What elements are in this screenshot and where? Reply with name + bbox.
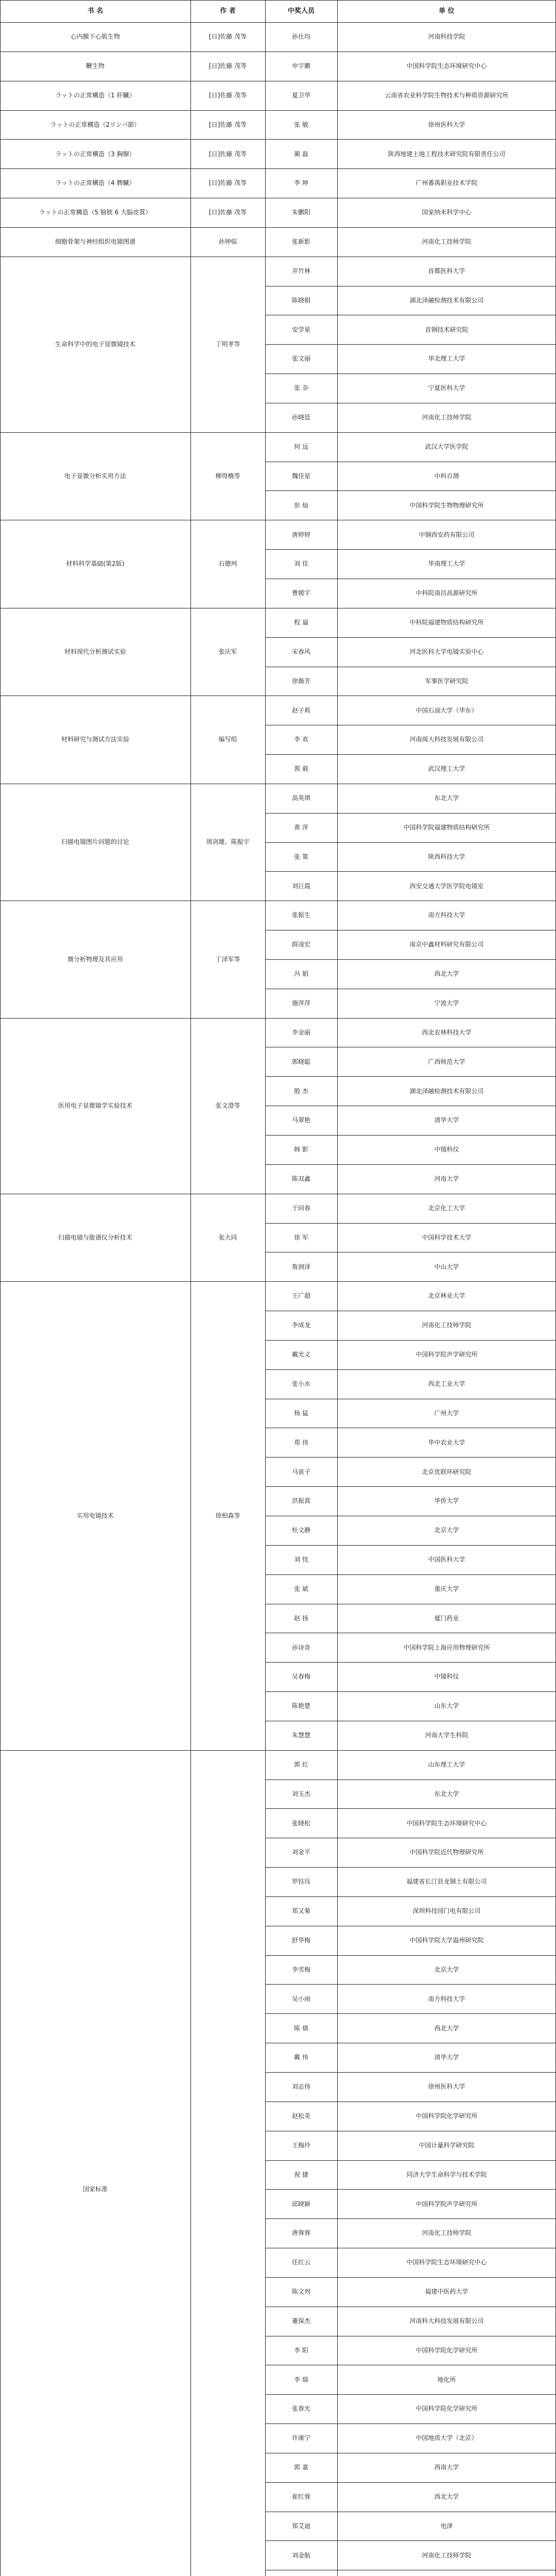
- book-title: 扫描电镜与能谱仪分析技术: [58, 1233, 132, 1241]
- book-title: ラットの正常構造（3 胸腺）: [55, 150, 135, 158]
- winner-name: 蔺 磊: [294, 150, 308, 158]
- book-title: 医用电子显微镜学实验技术: [58, 1101, 132, 1109]
- row-divider: [265, 1135, 556, 1136]
- winner-unit: 中山大学: [434, 1263, 459, 1270]
- winner-unit: 河南大学: [434, 1175, 459, 1183]
- book-title: 微分析物理及其应用: [67, 955, 123, 963]
- winner-unit: 中国地质大学（北京）: [415, 2434, 478, 2442]
- winner-name: 宋春风: [291, 648, 310, 655]
- winner-name: 冯 娟: [294, 970, 308, 978]
- winner-unit: 同济大学生命科学与技术学院: [406, 2171, 487, 2178]
- row-divider: [0, 0, 556, 1]
- winner-unit: 中国科学院生物物理研究所: [409, 501, 484, 509]
- winner-name: 曹媛宇: [291, 589, 310, 597]
- winner-unit: 国家纳米科学中心: [422, 209, 472, 216]
- winner-name: 朱鹏阳: [291, 209, 310, 216]
- winner-unit: 中国科学院生态环境研究中心: [406, 1819, 487, 1827]
- winner-name: 孙诗奇: [291, 1643, 310, 1651]
- winner-name: 赵子莉: [291, 706, 310, 714]
- winner-name: 崔红蓉: [291, 2493, 310, 2500]
- winner-name: 洪振真: [291, 1497, 310, 1505]
- winner-unit: 北京大学: [434, 1965, 459, 1973]
- row-divider: [265, 1457, 556, 1458]
- winner-unit: 西北大学: [434, 2493, 459, 2500]
- book-author: 孙钟临: [218, 238, 237, 246]
- row-divider: [265, 2160, 556, 2161]
- row-divider: [265, 1164, 556, 1165]
- winner-unit: 中镜科仪: [434, 1146, 459, 1154]
- row-divider: [265, 813, 556, 814]
- book-title: 鞭生物: [85, 62, 105, 70]
- winner-name: 李 欢: [294, 736, 308, 743]
- book-author: 柳得橹等: [215, 472, 240, 480]
- winner-unit: 清华大学: [434, 1116, 459, 1124]
- winner-unit: 徐州医科大学: [428, 121, 465, 128]
- winner-name: 李金丽: [291, 1028, 310, 1036]
- book-author: 丁明孝等: [215, 341, 240, 348]
- header-unit: 单 位: [439, 7, 455, 15]
- winner-name: 张振生: [291, 911, 310, 919]
- winner-name: 陈双鑫: [291, 1175, 310, 1183]
- winner-name: 韩 影: [294, 1146, 308, 1154]
- winner-unit: [337, 2570, 556, 2576]
- winner-unit: 南方科技大学: [428, 911, 465, 919]
- book-title: 细胞骨架与神经组织电镜图谱: [55, 238, 135, 246]
- winner-name: 吴小雨: [291, 1995, 310, 2003]
- winner-unit: 广西师范大学: [428, 1058, 465, 1065]
- winner-name: 刘志伟: [291, 2083, 310, 2091]
- winner-name: 徐薇芳: [291, 677, 310, 685]
- winner-unit: 武汉理工大学: [428, 765, 465, 773]
- winner-name: 朱慧慧: [291, 1732, 310, 1739]
- winner-name: 王梅玲: [291, 2141, 310, 2149]
- book-title: ラットの正常構造（4 脾臓）: [55, 179, 135, 187]
- winner-name: 殷 杰: [294, 1087, 308, 1095]
- winner-name: 薛凌宏: [291, 941, 310, 948]
- winner-name: 戴 伟: [294, 2054, 308, 2061]
- book-author: [190, 1750, 265, 2576]
- winner-name: 张 策: [294, 853, 308, 860]
- winner-unit: 中国科学院近代物理研究所: [409, 1849, 484, 1856]
- row-divider: [265, 2189, 556, 2190]
- winner-name: 彭 灿: [294, 501, 308, 509]
- winner-unit: 华中农业大学: [428, 1438, 465, 1446]
- winner-unit: 河南化工技师学院: [422, 1321, 472, 1329]
- winner-unit: 中钢西安药有限公司: [419, 531, 475, 538]
- winner-name: 戴光义: [291, 1351, 310, 1359]
- winner-unit: 中科院南昌高源研究所: [415, 589, 478, 597]
- winner-name: 郭 毅: [294, 765, 308, 773]
- winner-unit: 西安交通大学医学院电镜室: [409, 882, 484, 890]
- winner-unit: 河南科大科技发展有限公司: [409, 2317, 484, 2325]
- winner-unit: 深圳科技园门电有限公司: [412, 1907, 481, 1915]
- header-winner: 中奖人员: [287, 7, 315, 15]
- book-author: 张文澄等: [215, 1101, 240, 1109]
- winner-unit: 东北大学: [434, 794, 459, 802]
- winner-name: 高英琪: [291, 794, 310, 802]
- winner-unit: 地化所: [437, 2376, 456, 2383]
- winner-unit: 北京优联环研究院: [422, 1468, 472, 1476]
- winner-name: 罗钰珏: [291, 1878, 310, 1886]
- book-author: 编写组: [218, 736, 237, 743]
- header-book: 书 名: [87, 7, 103, 15]
- winner-unit: 广州番禺职业技术学院: [415, 179, 478, 187]
- winner-name: 唐婷婷: [291, 531, 310, 538]
- book-title: 扫描电镜图片问题的讨论: [61, 838, 129, 846]
- winner-unit: 河北医科大学电镜实验中心: [409, 648, 484, 655]
- winner-unit: 河南科技学院: [428, 33, 465, 41]
- winner-unit: 中国计量科学研究院: [419, 2141, 475, 2149]
- book-title: 生命科学中的电子显微镜技术: [55, 341, 135, 348]
- winner-unit: 山东理工大学: [428, 1760, 465, 1768]
- winner-unit: 厦门药业: [434, 1614, 459, 1622]
- winner-unit: 河南化工技师学院: [422, 414, 472, 421]
- winner-name: 张晓松: [291, 1819, 310, 1827]
- winner-unit: 陕西科技大学: [428, 853, 465, 860]
- row-divider: [265, 2482, 556, 2483]
- winner-unit: 中科院福建物质结构研究所: [409, 619, 484, 626]
- winner-unit: 广州大学: [434, 1409, 459, 1417]
- winner-unit: 中国科学院声学研究所: [415, 2200, 478, 2208]
- winner-name: 任红云: [291, 2259, 310, 2266]
- book-title: ラットの正常構造（5 膀胱 6 大脳皮質）: [39, 209, 152, 216]
- winner-name: 陈晓娟: [291, 296, 310, 304]
- winner-unit: 湖北泽融检测技术有限公司: [409, 1087, 484, 1095]
- winner-name: 李 瑞: [294, 2376, 308, 2383]
- winner-name: 程 逼: [294, 619, 308, 626]
- winner-name: 李成龙: [291, 1321, 310, 1329]
- winner-unit: 中国科学院声学研究所: [415, 1351, 478, 1359]
- book-author: [日]佐藤 茂等: [208, 179, 247, 187]
- row-divider: [265, 1574, 556, 1575]
- winner-name: 张春光: [291, 2405, 310, 2413]
- row-divider: [265, 1545, 556, 1546]
- winner-unit: 中镜科仪: [434, 1673, 459, 1681]
- row-divider: [265, 2218, 556, 2219]
- row-divider: [265, 1369, 556, 1370]
- winner-unit: 中国科学院上海应用物理研究所: [403, 1643, 490, 1651]
- winner-name: 李 阳: [294, 2346, 308, 2354]
- winner-name: 许康宁: [291, 2434, 310, 2442]
- winner-unit: 北京大学: [434, 1527, 459, 1534]
- book-title: 电子显微分析实用方法: [64, 472, 126, 480]
- row-divider: [265, 2013, 556, 2014]
- winner-name: 李雪梅: [291, 1965, 310, 1973]
- winner-name: 陈文列: [291, 2288, 310, 2296]
- book-title: ラットの正常構造（2リンパ節）: [50, 121, 141, 128]
- row-divider: [265, 2277, 556, 2278]
- winner-unit: 中国科学院福建物质结构研究所: [403, 823, 490, 831]
- book-author: 周剑雄、陈振宇: [206, 838, 250, 846]
- row-divider: [265, 2072, 556, 2073]
- winner-name: 孙晓廷: [291, 414, 310, 421]
- book-title: ラットの正常構造（1 肝臓）: [55, 91, 135, 99]
- book-author: [日]佐藤 茂等: [208, 33, 247, 41]
- winner-unit: 南京中鑫材料研究有限公司: [409, 941, 484, 948]
- winner-name: 刘 忱: [294, 1556, 308, 1564]
- winner-unit: 云南省农业科学院生物技术与种质资源研究所: [385, 91, 509, 99]
- winner-name: 李 坤: [294, 179, 308, 187]
- winner-unit: 中国石油大学（华东）: [415, 706, 478, 714]
- row-divider: [265, 2540, 556, 2541]
- winner-unit: 湖北泽融检测技术有限公司: [409, 296, 484, 304]
- book-title: 材料研究与测试方法实验: [61, 736, 129, 743]
- winner-unit: 首钢技术研究院: [425, 326, 468, 333]
- winner-name: 徐 军: [294, 1233, 308, 1241]
- winner-unit: 南方科技大学: [428, 1995, 465, 2003]
- winner-name: 赵 扬: [294, 1614, 308, 1622]
- winner-name: 何 远: [294, 443, 308, 451]
- row-divider: [265, 1896, 556, 1897]
- winner-unit: 西北农林科技大学: [422, 1028, 472, 1036]
- winner-name: 刘金平: [291, 1849, 310, 1856]
- winner-name: 井竹林: [291, 267, 310, 275]
- winner-name: 郭 嘉: [294, 2464, 308, 2471]
- row-divider: [265, 1486, 556, 1487]
- winner-unit: 陕西地建土地工程技术研究院有限责任公司: [388, 150, 506, 158]
- winner-unit: 中国科学院化学研究所: [415, 2112, 478, 2120]
- winner-unit: 华侨大学: [434, 1497, 459, 1505]
- book-title: 国家标准: [82, 2185, 108, 2193]
- book-title: 心内膜下心肌生物: [70, 33, 120, 41]
- winner-name: 赵松美: [291, 2112, 310, 2120]
- book-author: 石德珂: [218, 560, 237, 568]
- book-author: 张大同: [218, 1233, 237, 1241]
- winner-unit: 中国科学技术大学: [422, 1233, 472, 1241]
- winner-name: 马寅子: [291, 1468, 310, 1476]
- row-divider: [265, 842, 556, 843]
- book-author: 张庆军: [218, 648, 237, 655]
- winner-unit: 西北大学: [434, 2024, 459, 2032]
- winner-name: 施萍萍: [291, 999, 310, 1007]
- row-divider: [265, 1662, 556, 1663]
- row-divider: [265, 1076, 556, 1077]
- winner-name: 吴春梅: [291, 1673, 310, 1681]
- winner-name: 陈 倩: [294, 2024, 308, 2032]
- winner-name: 郭 红: [294, 1760, 308, 1768]
- winner-name: 郭晓聪: [291, 1058, 310, 1065]
- winner-unit: 华南理工大学: [428, 560, 465, 568]
- winner-name: 张文丽: [291, 355, 310, 363]
- winner-unit: 中国科学院化学研究所: [415, 2346, 478, 2354]
- winner-unit: 中科百测: [434, 472, 459, 480]
- row-divider: [265, 2394, 556, 2395]
- winner-name: 舒华梅: [291, 1936, 310, 1944]
- row-divider: [265, 1984, 556, 1985]
- winner-unit: 河南化工技师学院: [422, 238, 472, 246]
- row-divider: [265, 1955, 556, 1956]
- winner-name: 申宇鹏: [291, 62, 310, 70]
- row-divider: [265, 871, 556, 872]
- winner-unit: 河南化工技师学院: [422, 2229, 472, 2237]
- row-divider: [265, 344, 556, 345]
- winner-name: 杜文静: [291, 1527, 310, 1534]
- winner-name: 黄 萍: [294, 823, 308, 831]
- row-divider: [265, 1223, 556, 1224]
- winner-unit: 宁夏医科大学: [428, 384, 465, 392]
- winner-unit: 河南阅大科技发展有限公司: [409, 736, 484, 743]
- book-author: 徐柏森等: [215, 1512, 240, 1519]
- winner-name: 陈艳楚: [291, 1702, 310, 1710]
- winner-unit: 中国科学院生态环境研究中心: [406, 2259, 487, 2266]
- winner-unit: 中国科学院大学温州研究院: [409, 1936, 484, 1944]
- row-divider: [265, 1808, 556, 1809]
- row-divider: [265, 754, 556, 755]
- winner-name: 杨 猛: [294, 1409, 308, 1417]
- row-divider: [265, 549, 556, 550]
- winner-unit: 北京化工大学: [428, 1204, 465, 1212]
- winner-unit: 福建省长汀县龙钢土有限公司: [406, 1878, 487, 1886]
- winner-name: 张小水: [291, 1380, 310, 1387]
- winner-unit: 宁波大学: [434, 999, 459, 1007]
- winner-unit: 西北大学: [434, 970, 459, 978]
- book-title: 实用电镜技术: [76, 1512, 114, 1519]
- winner-name: 魏佳星: [291, 472, 310, 480]
- row-divider: [265, 1691, 556, 1692]
- winner-name: 董保杰: [291, 2317, 310, 2325]
- winner-unit: 河南大学生科院: [425, 1732, 468, 1739]
- winner-unit: 福建中医药大学: [425, 2288, 468, 2296]
- winner-name: 夏卫华: [291, 91, 310, 99]
- winner-unit: 中国科学院化学研究所: [415, 2405, 478, 2413]
- header-author: 作 者: [220, 7, 236, 15]
- winner-name: 张 斌: [294, 1585, 308, 1592]
- winner-unit: 电津: [440, 2522, 453, 2530]
- winner-unit: 徐州医科大学: [428, 2083, 465, 2091]
- winner-unit: 西南大学: [434, 2464, 459, 2471]
- winner-unit: 军事医学研究院: [425, 677, 468, 685]
- winner-name: 邱晓颖: [291, 2200, 310, 2208]
- winner-name: 刘 佳: [294, 560, 308, 568]
- winner-name: 马翠艳: [291, 1116, 310, 1124]
- winner-name: 安学星: [291, 326, 310, 333]
- winner-name: 刘玉杰: [291, 1790, 310, 1798]
- winner-unit: 河南化工技师学院: [422, 2551, 472, 2559]
- winner-name: [265, 2570, 337, 2576]
- winner-name: 张新影: [291, 238, 310, 246]
- winner-name: 詹润泽: [291, 1263, 310, 1270]
- winner-unit: 首都医科大学: [428, 267, 465, 275]
- winner-unit: 中国科学院生态环境研究中心: [406, 62, 487, 70]
- book-author: [日]佐藤 茂等: [208, 150, 247, 158]
- winner-name: 唐蓉蓉: [291, 2229, 310, 2237]
- winner-name: 刘金航: [291, 2551, 310, 2559]
- winner-name: 于回春: [291, 1204, 310, 1212]
- winner-unit: 东北大学: [434, 1790, 459, 1798]
- winner-unit: 西北工业大学: [428, 1380, 465, 1387]
- winner-unit: 山东大学: [434, 1702, 459, 1710]
- winner-name: 祝 捷: [294, 2171, 308, 2178]
- book-title: 材料科学基础(第2版): [66, 560, 125, 568]
- winner-name: 郑艾迪: [291, 2522, 310, 2530]
- winner-unit: 中国医科大学: [428, 1556, 465, 1564]
- winner-name: 郑又菊: [291, 1907, 310, 1915]
- winner-name: 孙仕均: [291, 33, 310, 41]
- winner-name: 刘巨霞: [291, 882, 310, 890]
- winner-name: 郑 伟: [294, 1438, 308, 1446]
- book-title: 材料现代分析测试实验: [64, 648, 126, 655]
- winner-unit: 清华大学: [434, 2054, 459, 2061]
- row-divider: [265, 959, 556, 960]
- winner-unit: 北京林业大学: [428, 1292, 465, 1300]
- winner-name: 王广超: [291, 1292, 310, 1300]
- row-divider: [265, 637, 556, 638]
- row-divider: [265, 1340, 556, 1341]
- book-author: 丁泽军等: [215, 955, 240, 963]
- winner-unit: 武汉大学医学院: [425, 443, 468, 451]
- book-author: [日]佐藤 茂等: [208, 91, 247, 99]
- row-divider: [265, 1867, 556, 1868]
- book-author: [日]佐藤 茂等: [208, 121, 247, 128]
- book-author: [日]佐藤 茂等: [208, 209, 247, 216]
- row-divider: [265, 490, 556, 491]
- winner-name: 张 敏: [294, 121, 308, 128]
- book-author: [日]佐藤 茂等: [208, 62, 247, 70]
- winner-unit: 华北理工大学: [428, 355, 465, 363]
- winner-name: 张 奈: [294, 384, 308, 392]
- winner-unit: 重庆大学: [434, 1585, 459, 1592]
